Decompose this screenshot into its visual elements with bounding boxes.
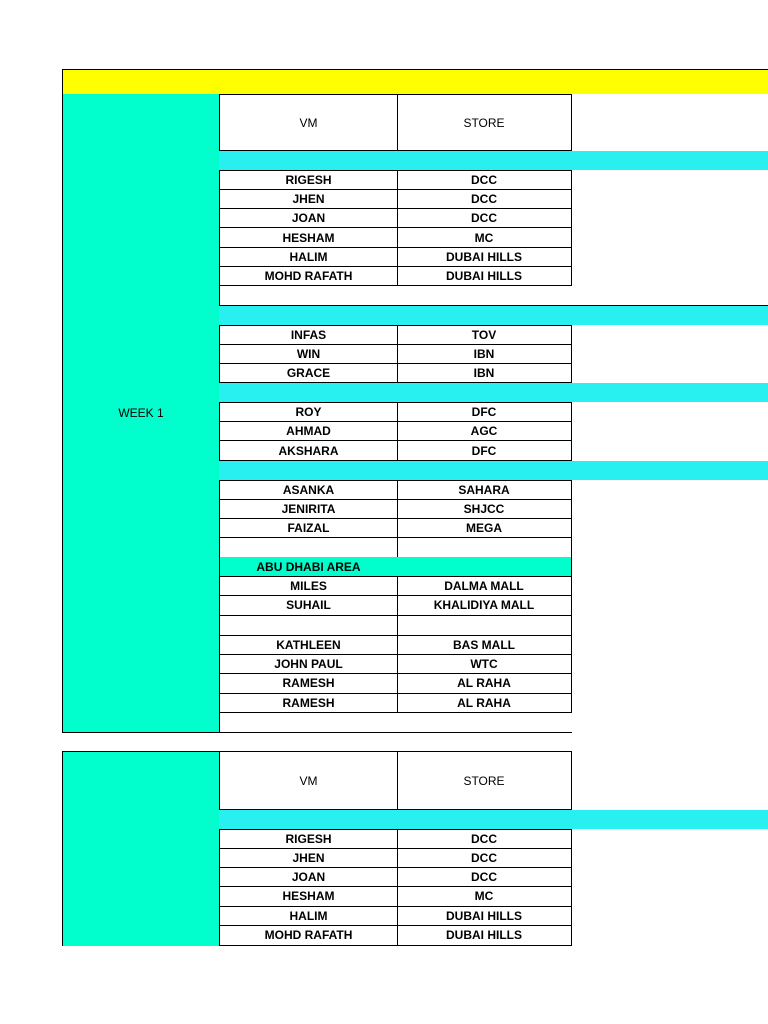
table-row-store: SHJCC xyxy=(397,499,572,519)
table-row-store: DUBAI HILLS xyxy=(397,266,572,286)
table-row-store: AGC xyxy=(397,421,572,441)
table-row-vm: AHMAD xyxy=(219,421,398,441)
table-row-store: DUBAI HILLS xyxy=(397,906,572,926)
table-row-vm: FAIZAL xyxy=(219,518,398,538)
table-row-store: MEGA xyxy=(397,518,572,538)
table-row-vm: ROY xyxy=(219,402,398,422)
table-row-vm: JOHN PAUL xyxy=(219,654,398,674)
table-row-store: DUBAI HILLS xyxy=(397,925,572,946)
table-row-vm: MOHD RAFATH xyxy=(219,925,398,946)
blank-cell xyxy=(219,537,398,558)
table-row-store: DFC xyxy=(397,402,572,422)
top-yellow-band xyxy=(62,69,768,94)
area-label: ABU DHABI AREA xyxy=(219,557,398,577)
table-row-vm: RIGESH xyxy=(219,170,398,190)
table-row-vm: RAMESH xyxy=(219,693,398,713)
table-row-store: KHALIDIYA MALL xyxy=(397,595,572,616)
section-band xyxy=(219,305,768,325)
table-row-vm: SUHAIL xyxy=(219,595,398,616)
blank-cell xyxy=(219,615,398,636)
table-row-store: DCC xyxy=(397,170,572,190)
table-row-store: AL RAHA xyxy=(397,693,572,713)
table-row-store: IBN xyxy=(397,363,572,383)
week-cell xyxy=(62,94,219,733)
store-header: STORE xyxy=(397,94,572,151)
table-row-store: BAS MALL xyxy=(397,635,572,655)
table-row-vm: RIGESH xyxy=(219,829,398,849)
table-row-store: DCC xyxy=(397,867,572,887)
table-row-vm: HESHAM xyxy=(219,228,398,248)
table-row-vm: JHEN xyxy=(219,848,398,868)
table-row-store: DALMA MALL xyxy=(397,576,572,596)
table-row-vm: KATHLEEN xyxy=(219,635,398,655)
vm-header: VM xyxy=(219,94,398,151)
vm-header-2: VM xyxy=(219,751,398,810)
table-row-vm: HESHAM xyxy=(219,886,398,907)
table-row-vm: JOAN xyxy=(219,867,398,887)
table-row-vm: MOHD RAFATH xyxy=(219,266,398,286)
table-row-vm: JHEN xyxy=(219,189,398,209)
table-row-vm: AKSHARA xyxy=(219,441,398,461)
week-label: WEEK 1 xyxy=(118,406,164,420)
section-band xyxy=(219,151,768,170)
table-row-store: WTC xyxy=(397,654,572,674)
table-row-vm: HALIM xyxy=(219,247,398,267)
table-row-store: TOV xyxy=(397,325,572,345)
table-row-vm: INFAS xyxy=(219,325,398,345)
table-row-vm: RAMESH xyxy=(219,673,398,694)
section-band xyxy=(219,383,768,402)
week-cell-2 xyxy=(62,751,219,946)
table-row-vm: WIN xyxy=(219,344,398,364)
table-row-store: MC xyxy=(397,228,572,248)
table-row-vm: HALIM xyxy=(219,906,398,926)
table-row-store: DCC xyxy=(397,208,572,228)
table-row-vm: MILES xyxy=(219,576,398,596)
table-row-store: MC xyxy=(397,886,572,907)
area-label-fill xyxy=(397,557,572,577)
table-row-vm: JENIRITA xyxy=(219,499,398,519)
section-band xyxy=(219,461,768,480)
table-row-vm: ASANKA xyxy=(219,480,398,500)
table-row-vm: JOAN xyxy=(219,208,398,228)
table-row-store: DCC xyxy=(397,829,572,849)
blank-row xyxy=(219,285,572,306)
store-header-2: STORE xyxy=(397,751,572,810)
table-row-store: DUBAI HILLS xyxy=(397,247,572,267)
table-row-store: DFC xyxy=(397,441,572,461)
table-row-vm: GRACE xyxy=(219,363,398,383)
table-row-store: DCC xyxy=(397,848,572,868)
table-row-store: SAHARA xyxy=(397,480,572,500)
blank-cell xyxy=(397,537,572,558)
table-row-store: IBN xyxy=(397,344,572,364)
table-row-store: AL RAHA xyxy=(397,673,572,694)
table-row-store: DCC xyxy=(397,189,572,209)
blank-row xyxy=(219,712,572,733)
section-band xyxy=(219,810,768,829)
blank-cell xyxy=(397,615,572,636)
